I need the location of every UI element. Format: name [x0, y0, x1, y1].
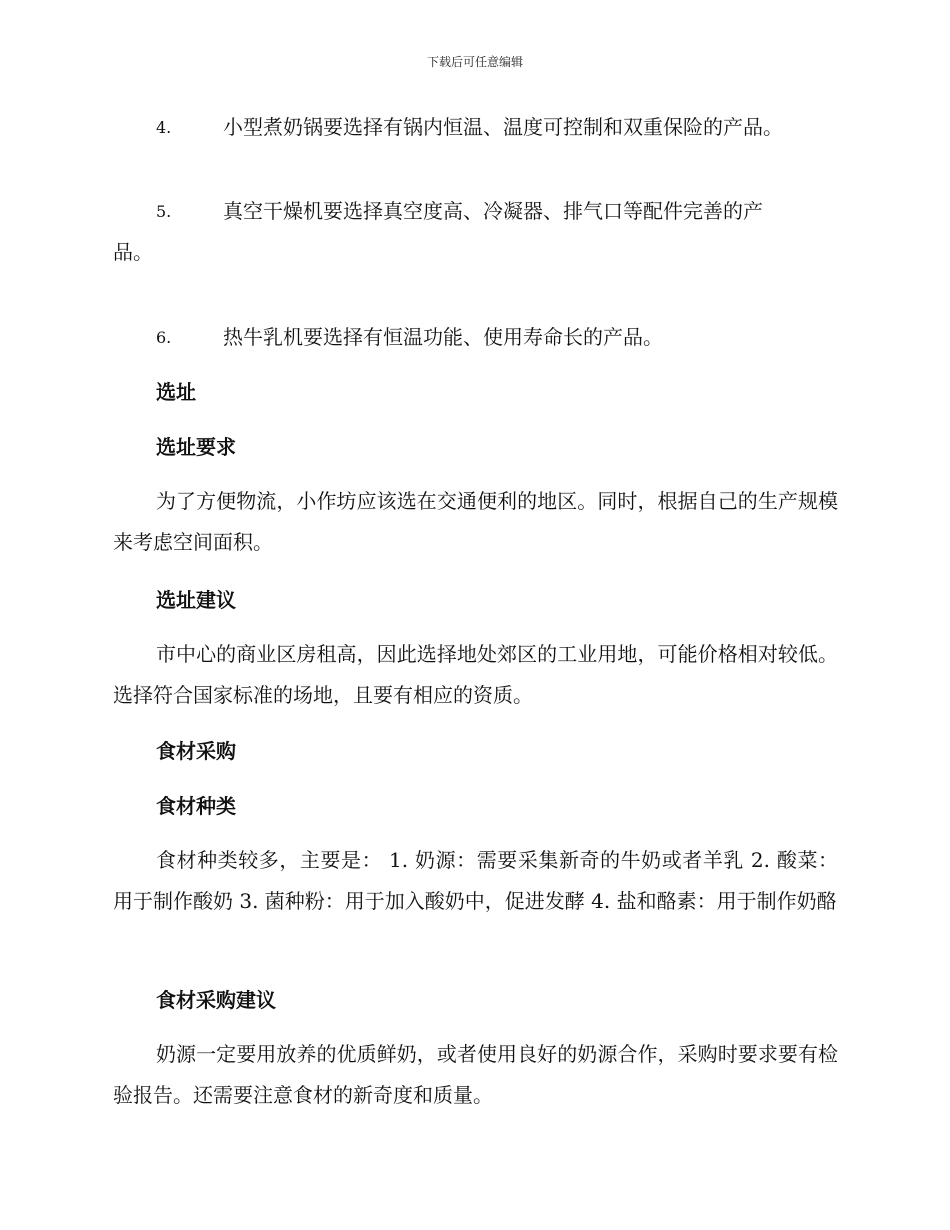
list-item-4	[113, 107, 838, 148]
section-heading-food: 食材采购	[156, 739, 236, 763]
list-text-line1: 真空干燥机要选择真空度高、冷凝器、排气口等配件完善的产	[223, 199, 763, 223]
list-item-6	[113, 317, 838, 358]
paragraph-site-advice: 市中心的商业区房租高，因此选择地处郊区的工业用地，可能价格相对较低。选择符合国家标准的场地，且要有相应的资质。	[113, 642, 838, 707]
section-heading-site: 选址	[156, 380, 196, 404]
list-text-line2: 品。	[113, 240, 153, 264]
list-text: 小型煮奶锅要选择有锅内恒温、温度可控制和双重保险的产品。	[223, 115, 783, 139]
list-number: 4.	[156, 118, 172, 137]
page-header: 下载后可任意编辑	[426, 55, 523, 69]
subheading-site-advice: 选址建议	[156, 588, 236, 612]
list-item-5	[113, 191, 838, 273]
list-text: 热牛乳机要选择有恒温功能、使用寿命长的产品。	[223, 325, 663, 349]
list-number: 5.	[156, 202, 172, 221]
subheading-site-requirements: 选址要求	[156, 435, 236, 459]
list-number: 6.	[156, 328, 172, 347]
paragraph-site-requirements: 为了方便物流，小作坊应该选在交通便利的地区。同时，根据自己的生产规模来考虑空间面积。	[113, 489, 838, 554]
paragraph-food-types: 食材种类较多，主要是： 1. 奶源：需要采集新奇的牛奶或者羊乳 2. 酸菜：用于制作酸奶 3. 菌种粉：用于加入酸奶中，促进发酵 4. 盐和酪素：用于制作奶酪	[113, 848, 838, 913]
subheading-food-advice: 食材采购建议	[156, 988, 276, 1012]
paragraph-food-advice: 奶源一定要用放养的优质鲜奶，或者使用良好的奶源合作，采购时要求要有检验报告。还需要注意食材的新奇度和质量。	[113, 1042, 838, 1107]
subheading-food-types: 食材种类	[156, 794, 236, 818]
